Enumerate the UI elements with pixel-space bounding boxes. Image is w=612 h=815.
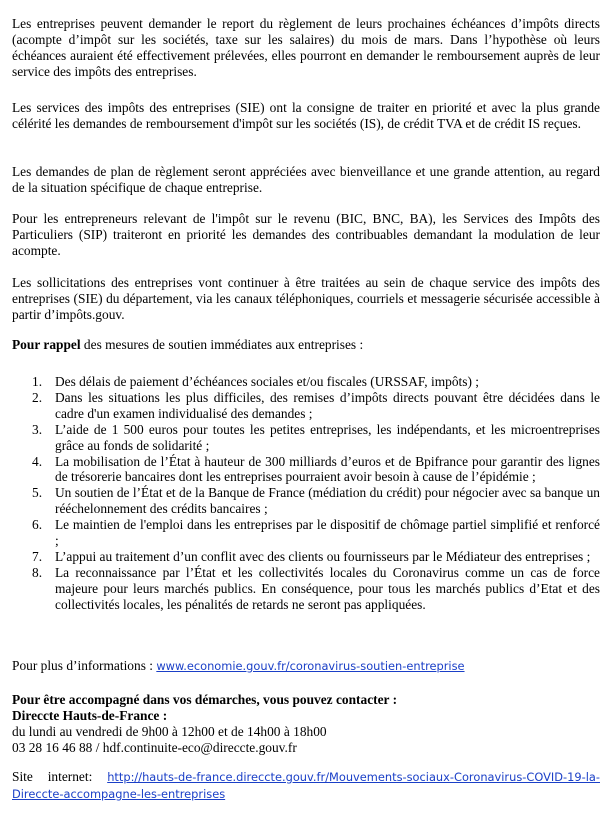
contact-org: Direccte Hauts-de-France : <box>12 707 168 723</box>
contact-heading: Pour être accompagné dans vos démarches, vous pouvez contacter : <box>12 692 398 707</box>
list-item <box>12 390 600 422</box>
list-number: 4. <box>32 453 43 469</box>
contact-block <box>12 692 600 756</box>
rappel-intro <box>12 337 600 353</box>
list-number: 2. <box>32 389 43 405</box>
list-text: La reconnaissance par l’État et les collectivités locales du Coronavirus comme un cas de force majeure pour leurs marchés publics. En conséquence, pour tous les marchés publics d’Etat et des collectivités locales, les pénalités de retards ne seront pas appliquées. <box>55 564 600 612</box>
paragraph-report-echeances: Les entreprises peuvent demander le report du règlement de leurs prochaines échéances d’impôts directs (acompte d’impôt sur les sociétés, taxe sur les salaires) du mois de mars. Dans l’hypothèse où leurs échéances auraient été effectivement prélevées, elles pourront en demander le remboursement auprès de leur service des impôts des entreprises. <box>12 16 600 79</box>
more-info <box>12 658 600 675</box>
list-text: Un soutien de l’État et de la Banque de France (médiation du crédit) pour négocier avec sa banque un rééchelonnement des crédits bancaires ; <box>55 485 600 517</box>
list-item <box>12 549 600 565</box>
list-text: La mobilisation de l’État à hauteur de 300 milliards d’euros et de Bpifrance pour garantir des lignes de trésorerie bancaires dont les entreprises pourraient avoir besoin à cause de l’épidémie ; <box>55 453 600 485</box>
list-number: 7. <box>32 548 43 564</box>
contact-phone-email: 03 28 16 46 88 / hdf.continuite-eco@direccte.gouv.fr <box>12 739 297 755</box>
list-item <box>12 485 600 517</box>
direccte-link[interactable]: http://hauts-de-france.direccte.gouv.fr/Mouvements-sociaux-Coronavirus-COVID-19-la-Direccte-accompagne-les-entreprises <box>12 770 600 801</box>
list-item <box>12 422 600 454</box>
list-item <box>12 565 600 613</box>
list-number: 6. <box>32 517 43 533</box>
list-number: 8. <box>32 564 43 580</box>
site-label: Site internet: <box>12 769 108 784</box>
list-text: Le maintien de l'emploi dans les entreprises par le dispositif de chômage partiel simplifié et renforcé ; <box>55 517 600 549</box>
paragraph-sollicitations: Les sollicitations des entreprises vont continuer à être traitées au sein de chaque service des impôts des entreprises (SIE) du département, via les canaux téléphoniques, courriels et messagerie sécurisée accessible à partir d’impôts.gouv. <box>12 275 600 322</box>
rappel-bold: Pour rappel <box>12 337 81 352</box>
list-number: 3. <box>32 421 43 437</box>
paragraph-entrepreneurs-sip: Pour les entrepreneurs relevant de l'impôt sur le revenu (BIC, BNC, BA), les Services des Impôts des Particuliers (SIP) traiteront en priorité les demandes des contribuables demandant la modulation de leur acompte. <box>12 211 600 258</box>
list-number: 5. <box>32 485 43 501</box>
site-internet <box>12 769 600 803</box>
measures-list <box>12 374 600 613</box>
list-text: Des délais de paiement d’échéances sociales et/ou fiscales (URSSAF, impôts) ; <box>55 374 479 389</box>
list-item <box>12 454 600 486</box>
economie-link[interactable]: www.economie.gouv.fr/coronavirus-soutien-entreprise <box>156 659 465 673</box>
more-info-label: Pour plus d’informations : <box>12 658 157 673</box>
list-number: 1. <box>32 374 43 389</box>
list-text: L’appui au traitement d’un conflit avec des clients ou fournisseurs par le Médiateur des entreprises ; <box>55 548 591 564</box>
list-text: L’aide de 1 500 euros pour toutes les petites entreprises, les indépendants, et les microentreprises grâce au fonds de solidarité ; <box>55 421 600 453</box>
rappel-rest: des mesures de soutien immédiates aux entreprises : <box>80 337 364 352</box>
list-item <box>12 374 600 390</box>
paragraph-plan-reglement: Les demandes de plan de règlement seront appréciées avec bienveillance et une grande attention, au regard de la situation spécifique de chaque entreprise. <box>12 164 600 195</box>
list-item <box>12 517 600 549</box>
paragraph-sie-remboursement: Les services des impôts des entreprises (SIE) ont la consigne de traiter en priorité et avec la plus grande célérité les demandes de remboursement d'impôt sur les sociétés (IS), de crédit TVA et de crédit IS reçues. <box>12 100 600 131</box>
contact-hours: du lundi au vendredi de 9h00 à 12h00 et de 14h00 à 18h00 <box>12 723 327 739</box>
list-text: Dans les situations les plus difficiles, des remises d’impôts directs pouvant être décidées dans le cadre d'un examen individualisé des demandes ; <box>55 389 600 421</box>
